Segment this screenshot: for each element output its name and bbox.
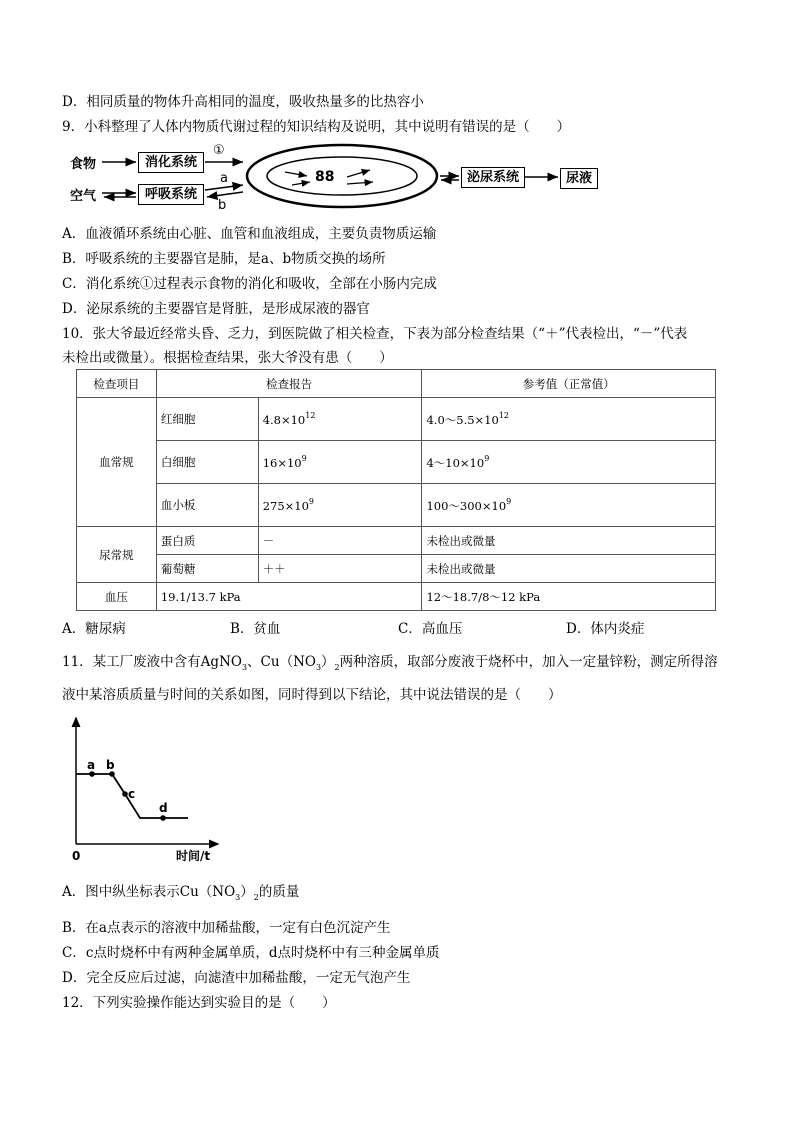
air-label: 空气 [70, 189, 97, 204]
q9-option-a: A．血液循环系统由心脏、血管和血液组成，主要负责物质运输 [62, 226, 437, 242]
header-item: 检查项目 [77, 370, 157, 398]
inner-ellipse [267, 157, 417, 195]
a-label: a [220, 171, 228, 186]
plt-name: 血小板 [156, 484, 258, 527]
glucose-name: 葡萄糖 [156, 555, 258, 583]
urine-routine-label: 尿常规 [77, 527, 157, 583]
q10-stem-line1: 10．张大爷最近经常头昏、乏力，到医院做了相关检查，下表为部分检查结果（“＋”代表检出，“－”代表 [62, 326, 688, 342]
x-axis-label: 时间/t [176, 849, 211, 862]
rbc-name: 红细胞 [156, 398, 258, 441]
mass-time-graph [60, 712, 230, 862]
label-a: a [87, 758, 96, 772]
table-row [77, 484, 716, 527]
center-symbol: 88 [315, 169, 335, 185]
q11-option-b: B．在a点表示的溶液中加稀盐酸，一定有白色沉淀产生 [62, 920, 391, 936]
q12-stem: 12．下列实验操作能达到实验目的是（ ） [62, 995, 336, 1011]
blood-routine-label: 血常规 [77, 398, 157, 527]
header-reference: 参考值（正常值） [422, 370, 716, 398]
label-c: c [128, 787, 136, 801]
table-header-row [77, 370, 716, 398]
glucose-ref: 未检出或微量 [422, 555, 716, 583]
metabolism-diagram [60, 140, 620, 220]
label-d: d [159, 801, 168, 815]
table-row [77, 441, 716, 484]
q9-stem: 9．小科整理了人体内物质代谢过程的知识结构及说明，其中说明有错误的是（ ） [62, 119, 571, 135]
point-a [89, 771, 95, 777]
q11-stem-line2: 液中某溶质质量与时间的关系如图，同时得到以下结论，其中说法错误的是（ ） [62, 687, 562, 703]
q10-option-a: A．糖尿病 [62, 621, 126, 637]
rbc-ref: $4.0\sim 5.5\times 10^{12}$ [422, 398, 716, 441]
digestive-system-box: 消化系统 [138, 152, 204, 173]
table-row [77, 527, 716, 555]
q11-stem-line1: 11．某工厂废液中含有AgNO$_3$、$Cu(NO_3)_2$两种溶质，取部分废液于烧杯中，加入一定量锌粉，测定所得溶 [62, 654, 718, 672]
bp-ref: 12～18.7/8～12 kPa [422, 583, 716, 611]
q9-option-c: C．消化系统①过程表示食物的消化和吸收，全部在小肠内完成 [62, 276, 437, 292]
food-label: 食物 [70, 157, 97, 172]
process-1-label: ① [213, 143, 225, 158]
outer-ellipse [247, 145, 437, 207]
q10-options [62, 617, 702, 637]
glucose-value: ＋＋ [258, 555, 422, 583]
q11-option-c: C．c点时烧杯中有两种金属单质，d点时烧杯中有三种金属单质 [62, 945, 440, 961]
q10-option-c: C．高血压 [398, 621, 463, 637]
wbc-name: 白细胞 [156, 441, 258, 484]
q10-option-d: D．体内炎症 [566, 621, 645, 637]
q10-option-b: B．贫血 [230, 621, 281, 637]
q11-option-d: D．完全反应后过滤，向滤渣中加稀盐酸，一定无气泡产生 [62, 970, 411, 986]
table-row [77, 398, 716, 441]
protein-ref: 未检出或微量 [422, 527, 716, 555]
header-report: 检查报告 [156, 370, 422, 398]
q11-option-a: A．图中纵坐标表示$Cu(NO_3)_2$的质量 [62, 884, 300, 902]
bp-name: 血压 [77, 583, 157, 611]
table-row [77, 583, 716, 611]
label-b: b [106, 758, 115, 772]
point-b [109, 771, 115, 777]
urine-box: 尿液 [560, 168, 598, 189]
respiratory-system-box: 呼吸系统 [138, 184, 204, 205]
urinary-system-box: 泌尿系统 [461, 167, 525, 188]
plt-ref: $100\sim 300\times 10^9$ [422, 484, 716, 527]
bp-value: 19.1/13.7 kPa [156, 583, 422, 611]
rbc-value: $4.8\times 10^{12}$ [258, 398, 422, 441]
protein-name: 蛋白质 [156, 527, 258, 555]
protein-value: － [258, 527, 422, 555]
wbc-ref: $4\sim 10\times 10^9$ [422, 441, 716, 484]
point-d [160, 815, 166, 821]
q9-option-d: D．泌尿系统的主要器官是肾脏，是形成尿液的器官 [62, 301, 370, 317]
b-label: b [218, 198, 227, 213]
q9-option-b: B．呼吸系统的主要器官是肺，是a、b物质交换的场所 [62, 251, 386, 267]
origin-label: 0 [72, 849, 81, 862]
graph-svg [60, 712, 230, 862]
table-row [77, 555, 716, 583]
plt-value: $275\times 10^9$ [258, 484, 422, 527]
q10-stem-line2: 未检出或微量）。根据检查结果，张大爷没有患（ ） [62, 350, 393, 366]
q8-option-d: D．相同质量的物体升高相同的温度，吸收热量多的比热容小 [62, 94, 424, 110]
exam-result-table [76, 369, 716, 611]
wbc-value: $16\times 10^9$ [258, 441, 422, 484]
point-c [122, 791, 128, 797]
